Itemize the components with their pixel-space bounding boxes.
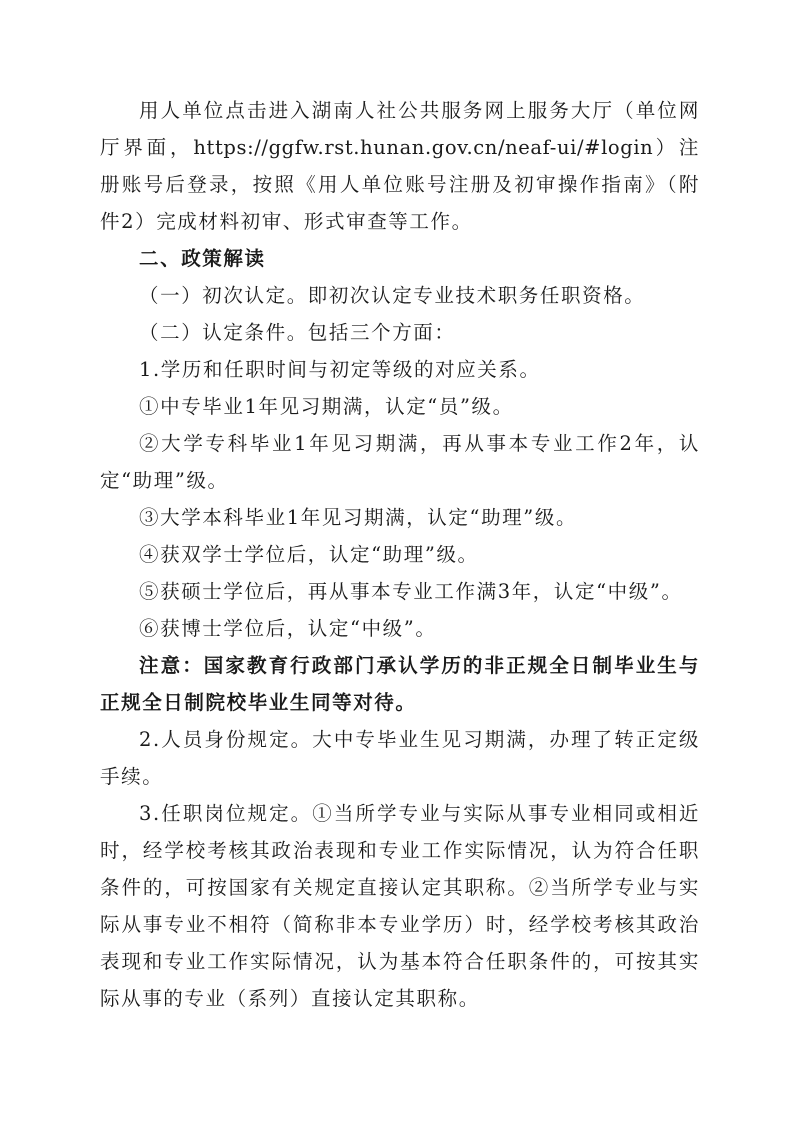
paragraph-item-2: 2.人员身份规定。大中专毕业生见习期满，办理了转正定级手续。 bbox=[100, 728, 700, 788]
document-body bbox=[100, 92, 700, 1017]
paragraph-item-1: 1.学历和任职时间与初定等级的对应关系。 bbox=[139, 358, 541, 381]
paragraph-note: 注意：国家教育行政部门承认学历的非正规全日制毕业生与正规全日制院校毕业生同等对待。 bbox=[100, 654, 700, 714]
paragraph-conditions: （二）认定条件。包括三个方面： bbox=[139, 321, 456, 344]
list-item-double-bachelor: ④获双学士学位后，认定“助理”级。 bbox=[139, 543, 479, 566]
list-item-technical-secondary: ①中专毕业1年见习期满，认定“员”级。 bbox=[139, 395, 514, 418]
list-item-bachelor: ③大学本科毕业1年见习期满，认定“助理”级。 bbox=[139, 506, 578, 529]
submission-text-start: 用人单位点击进入湖南人社公共服务网上服务大厅（单位网厅界面， bbox=[100, 99, 700, 159]
paragraph-submission bbox=[100, 92, 700, 240]
section-heading-policy: 二、政策解读 bbox=[139, 247, 266, 270]
list-item-doctor: ⑥获博士学位后，认定“中级”。 bbox=[139, 617, 437, 640]
paragraph-initial-recognition: （一）初次认定。即初次认定专业技术职务任职资格。 bbox=[139, 284, 646, 307]
login-url: https://ggfw.rst.hunan.gov.cn/neaf-ui/#login bbox=[193, 136, 654, 159]
list-item-junior-college: ②大学专科毕业1年见习期满，再从事本专业工作2年，认定“助理”级。 bbox=[100, 432, 700, 492]
list-item-master: ⑤获硕士学位后，再从事本专业工作满3年，认定“中级”。 bbox=[139, 580, 683, 603]
paragraph-item-3: 3.任职岗位规定。①当所学专业与实际从事专业相同或相近时，经学校考核其政治表现和专业工作实际情况，认为符合任职条件的，可按国家有关规定直接认定其职称。②当所学专业与实际从事专业不相符（简称非本专业学历）时，经学校考核其政治表现和专业工作实际情况，认为基本符合任职条件的，可按其实际从事的专业（系列）直接认定其职称。 bbox=[100, 802, 700, 1010]
submission-text-end: ）注册账号后登录，按照《用人单位账号注册及初审操作指南》（附件2）完成材料初审、形式审查等工作。 bbox=[100, 136, 700, 233]
